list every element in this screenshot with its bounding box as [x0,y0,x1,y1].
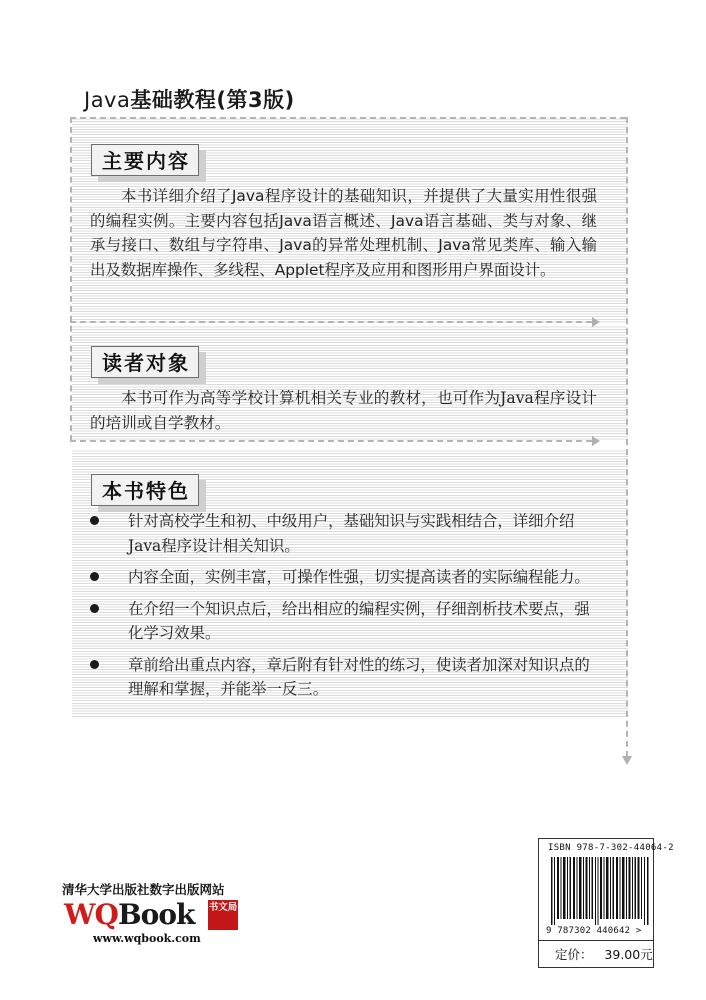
logo-wq-text: WQ [64,898,118,931]
feature-text: 针对高校学生和初、中级用户，基础知识与实践相结合，详细介绍Java程序设计相关知识。 [128,512,575,555]
features-list [90,509,596,709]
book-title-rest: 基础教程(第3版) [130,88,295,112]
frame-top-line [70,117,626,119]
arrow-down [622,756,632,765]
divider-line-1 [70,321,592,323]
barcode-icon [551,857,649,925]
book-title [84,84,295,114]
feature-text: 内容全面，实例丰富，可操作性强，切实提高读者的实际编程能力。 [128,568,590,586]
bullet-icon [90,516,99,525]
feature-text: 章前给出重点内容，章后附有针对性的练习，使读者加深对知识点的理解和掌握，并能举一反三。 [128,655,590,698]
bullet-icon [90,572,99,581]
contents-body: 本书详细介绍了Java程序设计的基础知识，并提供了大量实用性很强的编程实例。主要内容包括Java语言概述、Java语言基础、类与对象、继承与接口、数组与字符串、Java的异常处理机制、Java常见类库、输入输出及数据库操作、多线程、Applet程序及应用和图形用户界面设计。 [90,187,597,279]
contents-heading: 主要内容 [91,144,199,176]
price-text: 定价： 39.00元 [555,947,653,962]
feature-text: 在介绍一个知识点后，给出相应的编程实例，仔细剖析技术要点，强化学习效果。 [128,599,590,642]
divider-line-2 [70,440,592,442]
price-divider [538,940,654,941]
barcode-digits: 9 787302 440642 > [546,926,642,936]
logo-seal-icon: 书文局 [208,900,238,930]
arrow-right-2 [592,436,600,446]
readers-heading: 读者对象 [91,346,199,378]
bullet-icon [90,660,99,669]
frame-right-line [626,117,628,757]
isbn-text: ISBN 978-7-302-44064-2 [548,843,674,853]
publisher-name: 清华大学出版社数字出版网站 [62,882,225,897]
feature-item [90,509,596,558]
feature-item [90,597,596,646]
book-title-latin: Java [84,88,131,112]
features-heading: 本书特色 [91,474,199,506]
frame-left-line [70,117,72,441]
feature-item [90,565,596,590]
publisher-url[interactable]: www.wqbook.com [93,932,201,945]
readers-body: 本书可作为高等学校计算机相关专业的教材，也可作为Java程序设计的培训或自学教材。 [90,389,597,432]
feature-item [90,653,596,702]
logo-book-text: Book [118,898,195,931]
bullet-icon [90,604,99,613]
arrow-right-1 [592,317,600,327]
